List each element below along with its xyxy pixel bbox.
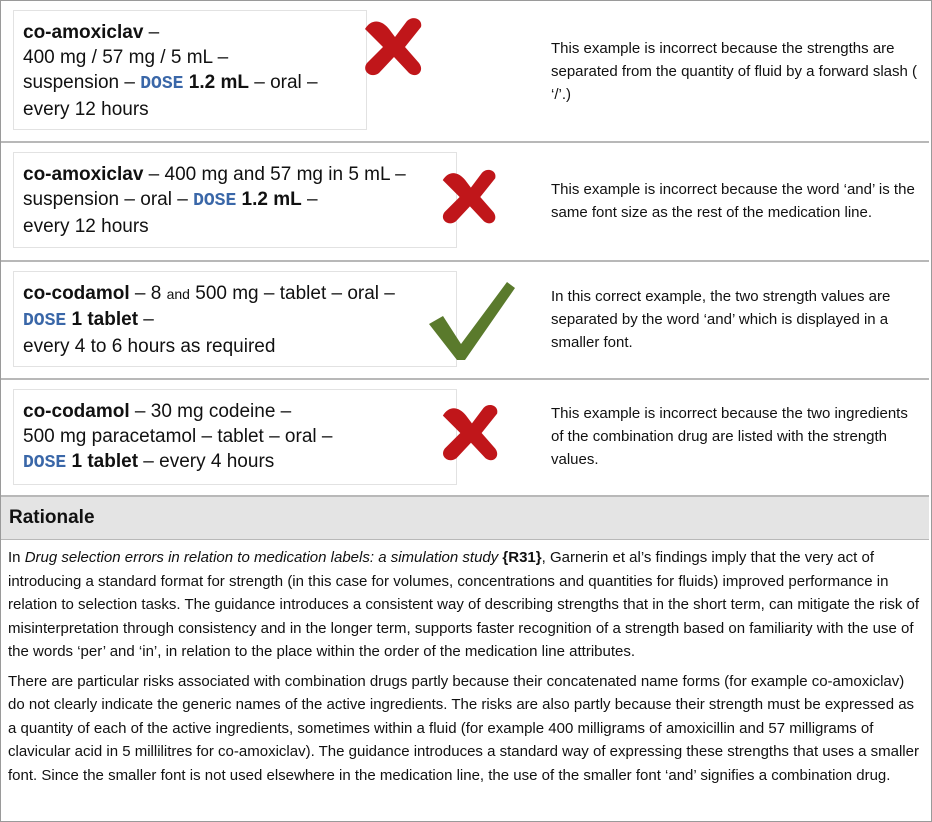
med-text: – 400 mg and 57 mg in 5 mL – xyxy=(143,164,406,185)
explanation-text: This example is incorrect because the two ingredients of the combination drug are listed with the strength values. xyxy=(551,405,908,468)
med-line-3: every 12 hours xyxy=(23,216,149,237)
med-text: – oral – xyxy=(248,72,318,93)
med-line-1 xyxy=(23,162,447,187)
med-text: suspension – xyxy=(23,72,141,93)
dose-value: 1.2 mL xyxy=(236,189,302,210)
med-line-4: every 12 hours xyxy=(23,99,149,120)
med-line-1 xyxy=(23,281,447,307)
explanation-text: This example is incorrect because the word ‘and’ is the same font size as the rest of the medication line. xyxy=(551,181,915,221)
med-line-3 xyxy=(23,449,447,476)
rationale-paragraph-2: There are particular risks associated with combination drugs partly because their concatenated name forms (for example co-amoxiclav) do not clearly indicate the generic names of the active ingredients. The risks are also partly because their strength must be expressed as a quantity of each of the active ingredients, sometimes within a fluid (for example 400 milligrams of amoxicillin and 57 milligrams of clavicular acid in 5 millilitres for co-amoxiclav). The guidance introduces a standard way of expressing these strengths that uses a smaller font. Since the smaller font is not used elsewhere in the medication line, the use of the smaller font ‘and’ signifies a combination drug. xyxy=(8,672,919,784)
reference-tag: {R31} xyxy=(498,549,542,566)
med-line-1 xyxy=(23,20,357,45)
cross-mark-icon xyxy=(437,167,501,227)
dose-value: 1 tablet xyxy=(66,451,139,472)
example-row-4 xyxy=(1,380,929,497)
cross-mark-icon xyxy=(359,15,427,79)
med-text: – 8 xyxy=(129,283,167,304)
rationale-text: In xyxy=(8,549,25,566)
med-text: 500 mg – tablet – oral – xyxy=(189,283,395,304)
dose-value: 1.2 mL xyxy=(183,72,249,93)
dose-value: 1 tablet xyxy=(66,309,139,330)
med-text: – xyxy=(143,22,160,43)
explanation-text: This example is incorrect because the strengths are separated from the quantity of fluid by a forward slash ( ‘/’.) xyxy=(551,40,918,103)
check-mark-icon xyxy=(427,278,517,362)
med-text: – xyxy=(138,309,154,330)
med-line-2: 500 mg paracetamol – tablet – oral – xyxy=(23,426,333,447)
med-line-2 xyxy=(23,187,447,214)
med-line-3: every 4 to 6 hours as required xyxy=(23,336,276,357)
rationale-header xyxy=(1,497,929,540)
med-line-2: 400 mg / 57 mg / 5 mL – xyxy=(23,47,229,68)
example-row-3 xyxy=(1,262,929,380)
example-row-2 xyxy=(1,143,929,262)
dose-label: DOSE xyxy=(23,311,67,331)
dose-label: DOSE xyxy=(193,191,237,211)
med-text: suspension – oral – xyxy=(23,189,194,210)
medication-line-box xyxy=(13,10,367,130)
drug-name: co-amoxiclav xyxy=(23,22,144,43)
med-text: – every 4 hours xyxy=(138,451,275,472)
med-text: – 30 mg codeine – xyxy=(129,401,292,422)
med-line-2 xyxy=(23,307,447,334)
med-line-3 xyxy=(23,70,357,97)
drug-name: co-amoxiclav xyxy=(23,164,144,185)
medication-line-box xyxy=(13,152,457,248)
explanation-text: In this correct example, the two strength values are separated by the word ‘and’ which is displayed in a smaller font. xyxy=(551,288,891,351)
study-title: Drug selection errors in relation to medication labels: a simulation study xyxy=(24,549,499,566)
drug-name: co-codamol xyxy=(23,401,130,422)
dose-label: DOSE xyxy=(23,453,67,473)
rationale-body xyxy=(8,546,920,793)
rationale-paragraph-1 xyxy=(8,546,920,664)
medication-line-box xyxy=(13,389,457,485)
med-line-1 xyxy=(23,399,447,424)
small-and-text: and xyxy=(166,286,190,302)
cross-mark-icon xyxy=(437,402,503,464)
example-row-1 xyxy=(1,1,929,143)
med-text: – xyxy=(301,189,318,210)
medication-line-box xyxy=(13,271,457,367)
dose-label: DOSE xyxy=(140,74,184,94)
drug-name: co-codamol xyxy=(23,283,130,304)
rationale-text: , Garnerin et al’s findings imply that the very act of introducing a standard format for strength (in this case for volumes, concentrations and quantities for fluids) improved performance in relation to selection tasks. The guidance introduces a consistent way of describing strengths that in the short term, can mitigate the risk of misinterpretation through consistency and in the longer term, supports faster recognition of a strength based on familiarity with the use of the words ‘per’ and ‘in’, in relation to the place within the order of the medication line attributes. xyxy=(8,549,920,660)
rationale-heading: Rationale xyxy=(9,507,95,528)
